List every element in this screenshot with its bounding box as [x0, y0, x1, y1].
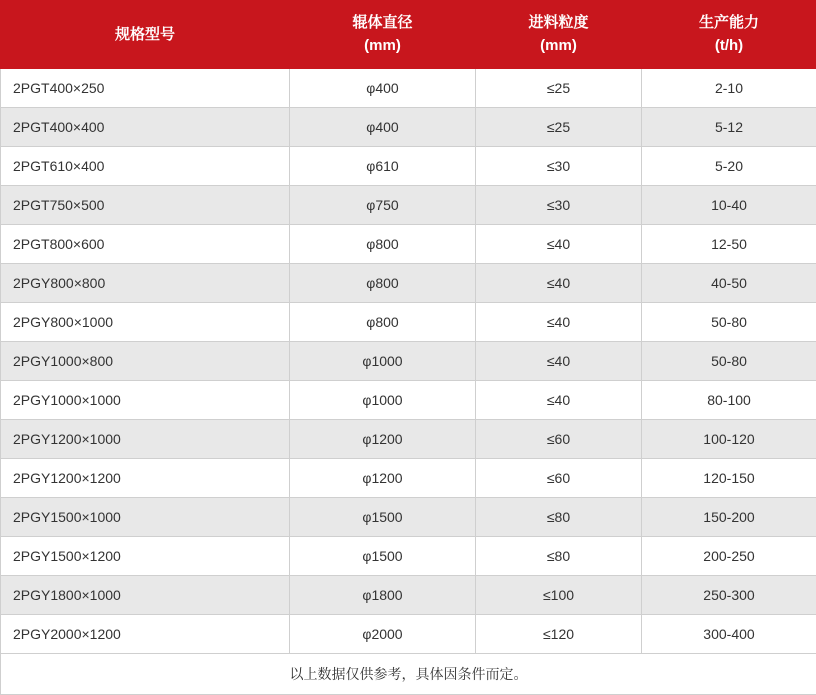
- cell-capacity: 300-400: [642, 614, 816, 653]
- cell-feed-size: ≤40: [476, 263, 642, 302]
- table-row: [1, 68, 816, 107]
- cell-feed-size: ≤120: [476, 614, 642, 653]
- cell-model: 2PGY1200×1200: [1, 458, 290, 497]
- cell-roller-diameter: φ1200: [290, 419, 476, 458]
- cell-feed-size: ≤30: [476, 146, 642, 185]
- cell-capacity: 5-20: [642, 146, 816, 185]
- cell-feed-size: ≤25: [476, 68, 642, 107]
- column-header-model: [1, 1, 290, 69]
- table-footnote-row: [1, 653, 816, 694]
- table-row: [1, 263, 816, 302]
- column-header-feed-size: [476, 1, 642, 69]
- cell-model: 2PGY1500×1000: [1, 497, 290, 536]
- table-footnote: 以上数据仅供参考，具体因条件而定。: [1, 653, 816, 694]
- table-row: [1, 536, 816, 575]
- cell-feed-size: ≤40: [476, 302, 642, 341]
- cell-feed-size: ≤60: [476, 419, 642, 458]
- column-header-roller-diameter-unit: (mm): [294, 34, 471, 57]
- cell-capacity: 40-50: [642, 263, 816, 302]
- table-footer: [1, 653, 816, 694]
- cell-feed-size: ≤80: [476, 536, 642, 575]
- cell-capacity: 150-200: [642, 497, 816, 536]
- cell-model: 2PGY1200×1000: [1, 419, 290, 458]
- table-row: [1, 341, 816, 380]
- cell-model: 2PGY800×1000: [1, 302, 290, 341]
- column-header-roller-diameter-title: 辊体直径: [352, 14, 412, 31]
- cell-roller-diameter: φ610: [290, 146, 476, 185]
- cell-feed-size: ≤60: [476, 458, 642, 497]
- cell-roller-diameter: φ800: [290, 302, 476, 341]
- cell-feed-size: ≤40: [476, 341, 642, 380]
- cell-capacity: 50-80: [642, 341, 816, 380]
- cell-capacity: 5-12: [642, 107, 816, 146]
- cell-model: 2PGY800×800: [1, 263, 290, 302]
- cell-capacity: 50-80: [642, 302, 816, 341]
- table-row: [1, 146, 816, 185]
- cell-feed-size: ≤100: [476, 575, 642, 614]
- column-header-feed-size-unit: (mm): [480, 34, 637, 57]
- cell-feed-size: ≤40: [476, 380, 642, 419]
- cell-model: 2PGY1500×1200: [1, 536, 290, 575]
- table-row: [1, 458, 816, 497]
- cell-roller-diameter: φ1500: [290, 536, 476, 575]
- column-header-capacity: [642, 1, 816, 69]
- cell-model: 2PGT750×500: [1, 185, 290, 224]
- table-row: [1, 614, 816, 653]
- cell-roller-diameter: φ1000: [290, 341, 476, 380]
- cell-model: 2PGT400×250: [1, 68, 290, 107]
- table-header: [1, 1, 816, 69]
- cell-model: 2PGT610×400: [1, 146, 290, 185]
- cell-model: 2PGY1800×1000: [1, 575, 290, 614]
- cell-roller-diameter: φ1500: [290, 497, 476, 536]
- cell-feed-size: ≤40: [476, 224, 642, 263]
- table-row: [1, 185, 816, 224]
- cell-roller-diameter: φ800: [290, 224, 476, 263]
- cell-roller-diameter: φ1800: [290, 575, 476, 614]
- table-row: [1, 497, 816, 536]
- cell-feed-size: ≤25: [476, 107, 642, 146]
- cell-capacity: 100-120: [642, 419, 816, 458]
- table-row: [1, 302, 816, 341]
- cell-roller-diameter: φ400: [290, 107, 476, 146]
- cell-roller-diameter: φ400: [290, 68, 476, 107]
- cell-capacity: 12-50: [642, 224, 816, 263]
- cell-capacity: 120-150: [642, 458, 816, 497]
- cell-model: 2PGT400×400: [1, 107, 290, 146]
- table-row: [1, 380, 816, 419]
- table-row: [1, 575, 816, 614]
- cell-capacity: 200-250: [642, 536, 816, 575]
- cell-model: 2PGT800×600: [1, 224, 290, 263]
- cell-roller-diameter: φ2000: [290, 614, 476, 653]
- cell-model: 2PGY1000×800: [1, 341, 290, 380]
- cell-roller-diameter: φ750: [290, 185, 476, 224]
- cell-roller-diameter: φ1000: [290, 380, 476, 419]
- table-row: [1, 107, 816, 146]
- column-header-capacity-title: 生产能力: [699, 14, 759, 31]
- table-row: [1, 224, 816, 263]
- table-row: [1, 419, 816, 458]
- column-header-model-title: 规格型号: [115, 26, 175, 43]
- column-header-roller-diameter: [290, 1, 476, 69]
- cell-capacity: 2-10: [642, 68, 816, 107]
- cell-model: 2PGY2000×1200: [1, 614, 290, 653]
- table-body: [1, 68, 816, 653]
- table-header-row: [1, 1, 816, 69]
- cell-roller-diameter: φ1200: [290, 458, 476, 497]
- cell-roller-diameter: φ800: [290, 263, 476, 302]
- cell-capacity: 10-40: [642, 185, 816, 224]
- cell-feed-size: ≤80: [476, 497, 642, 536]
- cell-feed-size: ≤30: [476, 185, 642, 224]
- column-header-capacity-unit: (t/h): [646, 34, 812, 57]
- cell-model: 2PGY1000×1000: [1, 380, 290, 419]
- cell-capacity: 80-100: [642, 380, 816, 419]
- cell-capacity: 250-300: [642, 575, 816, 614]
- column-header-feed-size-title: 进料粒度: [528, 14, 588, 31]
